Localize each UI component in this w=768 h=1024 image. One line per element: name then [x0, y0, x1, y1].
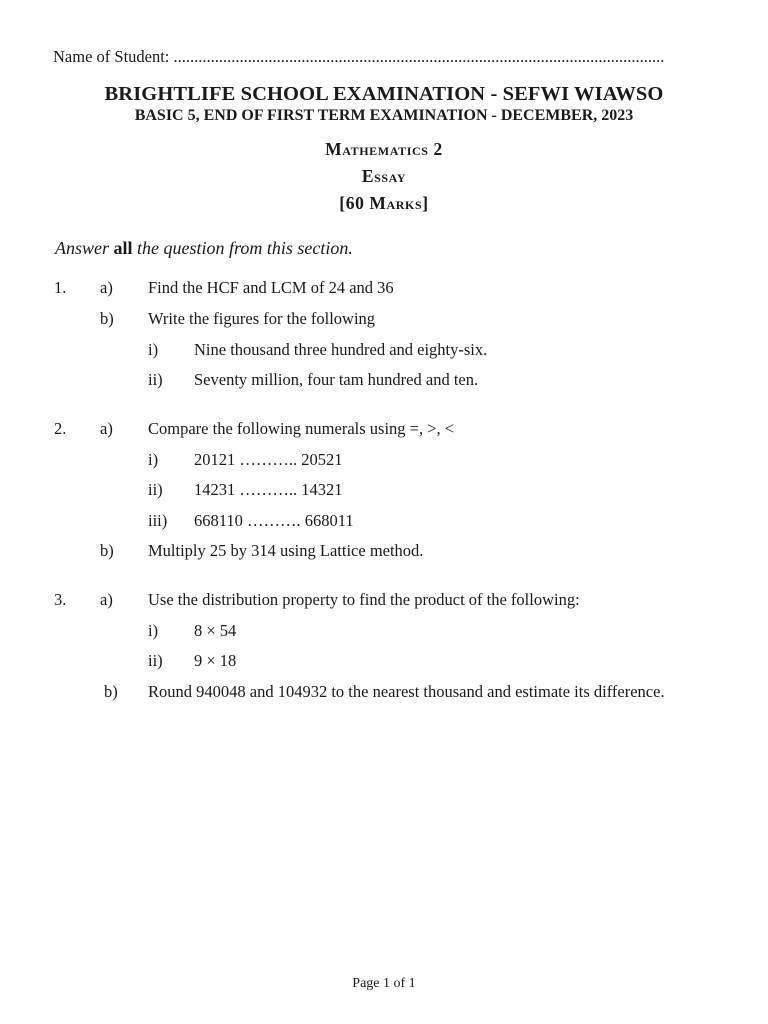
- part-text: Find the HCF and LCM of 24 and 36: [148, 278, 394, 297]
- subpart-text: Seventy million, four tam hundred and ten.: [194, 370, 479, 389]
- subpart-label: iii): [148, 511, 168, 530]
- subpart-label: i): [148, 621, 159, 640]
- subject-title: Mathematics 2: [325, 139, 443, 159]
- instruction-prefix: Answer: [55, 238, 114, 258]
- student-name-line: Name of Student: .......................................................................................................................: [53, 47, 665, 66]
- instruction-emphasis: all: [113, 238, 133, 258]
- part-label: b): [100, 541, 114, 560]
- part-text: Write the figures for the following: [148, 309, 376, 328]
- question-number: 1.: [54, 278, 67, 297]
- subpart-text: 20121 ……….. 20521: [194, 450, 343, 469]
- instruction: [55, 238, 353, 259]
- subpart-label: i): [148, 340, 159, 359]
- subpart-label: ii): [148, 370, 163, 389]
- part-text: Use the distribution property to find the product of the following:: [148, 590, 580, 609]
- subpart-text: 9 × 18: [194, 651, 237, 670]
- part-text: Round 940048 and 104932 to the nearest thousand and estimate its difference.: [148, 682, 665, 701]
- school-title: BRIGHTLIFE SCHOOL EXAMINATION - SEFWI WIAWSO: [104, 83, 664, 105]
- part-label: a): [100, 419, 113, 438]
- instruction-suffix: the question from this section.: [132, 238, 353, 258]
- total-marks: [60 Marks]: [339, 193, 429, 213]
- part-label: a): [100, 278, 113, 297]
- part-label: a): [100, 590, 113, 609]
- paper-type: Essay: [361, 166, 407, 186]
- page-number: Page 1 of 1: [352, 976, 416, 991]
- subpart-text: 668110 ………. 668011: [194, 511, 354, 530]
- subpart-label: ii): [148, 480, 163, 499]
- subpart-text: 8 × 54: [194, 621, 237, 640]
- subpart-label: ii): [148, 651, 163, 670]
- part-text: Multiply 25 by 314 using Lattice method.: [148, 541, 424, 560]
- question-number: 2.: [54, 419, 67, 438]
- exam-title: BASIC 5, END OF FIRST TERM EXAMINATION - DECEMBER, 2023: [134, 107, 634, 124]
- subpart-text: Nine thousand three hundred and eighty-six.: [194, 340, 488, 359]
- part-label: b): [104, 682, 118, 701]
- subpart-text: 14231 ……….. 14321: [194, 480, 343, 499]
- part-text: Compare the following numerals using =, >, <: [148, 419, 455, 438]
- question-number: 3.: [54, 590, 67, 609]
- subpart-label: i): [148, 450, 159, 469]
- part-label: b): [100, 309, 114, 328]
